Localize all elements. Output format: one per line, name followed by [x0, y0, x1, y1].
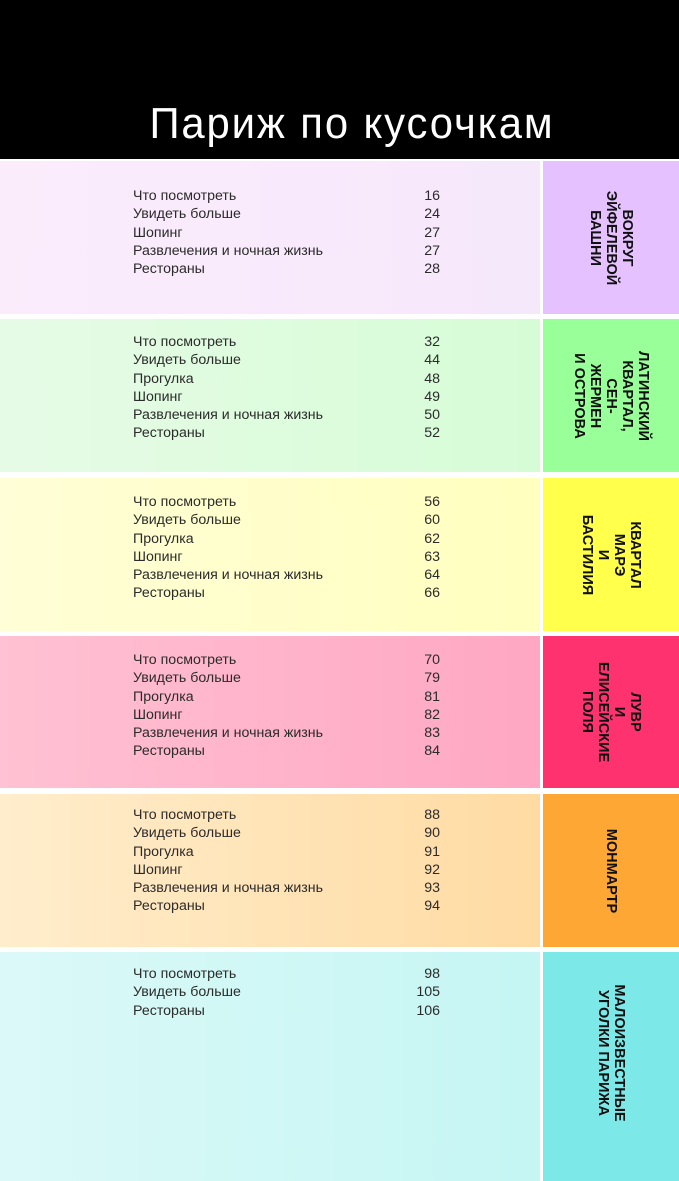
contents-row[interactable] — [133, 333, 443, 351]
contents-row-label: Что посмотреть — [133, 652, 237, 668]
contents-row-label: Что посмотреть — [133, 966, 237, 982]
contents-row-page: 60 — [424, 512, 440, 529]
section-tab-label: МОНМАРТР — [603, 828, 619, 913]
section-tab[interactable] — [543, 478, 679, 631]
contents-list — [133, 187, 443, 278]
contents-row-label: Увидеть больше — [133, 512, 241, 529]
section-body — [0, 478, 540, 631]
contents-row[interactable] — [133, 584, 443, 602]
section-tab-label: МАЛОИЗВЕСТНЫЕ УГОЛКИ ПАРИЖА — [595, 984, 627, 1122]
contents-row-label: Что посмотреть — [133, 188, 237, 204]
contents-row-page: 93 — [424, 880, 440, 897]
contents-row-page: 98 — [424, 966, 440, 982]
section-body — [0, 952, 540, 1181]
contents-row-label: Увидеть больше — [133, 670, 241, 687]
contents-row[interactable] — [133, 548, 443, 566]
contents-row[interactable] — [133, 260, 443, 278]
contents-row-label: Шопинг — [133, 388, 183, 405]
contents-list — [133, 965, 443, 1020]
contents-row-label: Рестораны — [133, 585, 205, 602]
contents-row-page: 50 — [424, 407, 440, 424]
contents-row-page: 32 — [424, 334, 440, 350]
contents-row-page: 49 — [424, 388, 440, 405]
contents-row[interactable] — [133, 388, 443, 406]
contents-row[interactable] — [133, 493, 443, 511]
section-tab-label: ВОКРУГ ЭЙФЕЛЕВОЙ БАШНИ — [587, 190, 635, 285]
section-louvre — [0, 636, 679, 788]
contents-row[interactable] — [133, 424, 443, 442]
section-tab-label: ЛАТИНСКИЙ КВАРТАЛ, СЕН-ЖЕРМЕН И ОСТРОВА — [571, 350, 651, 441]
contents-list — [133, 333, 443, 443]
contents-row-label: Что посмотреть — [133, 807, 237, 823]
section-tab-label: ЛУВР И ЕЛИСЕЙСКИЕ ПОЛЯ — [579, 661, 643, 763]
contents-row-label: Прогулка — [133, 843, 194, 860]
contents-row[interactable] — [133, 651, 443, 669]
contents-row[interactable] — [133, 370, 443, 388]
contents-row[interactable] — [133, 530, 443, 548]
contents-row[interactable] — [133, 566, 443, 584]
section-marais — [0, 478, 679, 631]
contents-row-page: 28 — [424, 261, 440, 278]
section-body — [0, 319, 540, 472]
contents-row[interactable] — [133, 724, 443, 742]
contents-row-page: 48 — [424, 370, 440, 387]
section-eiffel — [0, 161, 679, 314]
contents-row-page: 44 — [424, 352, 440, 369]
contents-row-page: 106 — [416, 1002, 440, 1019]
contents-row-label: Развлечения и ночная жизнь — [133, 725, 323, 742]
contents-row-page: 88 — [424, 807, 440, 823]
contents-row-label: Рестораны — [133, 1002, 205, 1019]
contents-row[interactable] — [133, 897, 443, 915]
contents-row-page: 64 — [424, 567, 440, 584]
contents-row[interactable] — [133, 742, 443, 760]
contents-row-label: Шопинг — [133, 706, 183, 723]
contents-row[interactable] — [133, 688, 443, 706]
contents-row[interactable] — [133, 983, 443, 1001]
contents-row-label: Развлечения и ночная жизнь — [133, 242, 323, 259]
contents-row-label: Развлечения и ночная жизнь — [133, 880, 323, 897]
contents-row-page: 70 — [424, 652, 440, 668]
contents-row-label: Рестораны — [133, 898, 205, 915]
contents-row[interactable] — [133, 806, 443, 824]
contents-row[interactable] — [133, 242, 443, 260]
section-body — [0, 636, 540, 788]
contents-row-label: Что посмотреть — [133, 494, 237, 510]
section-tab[interactable] — [543, 319, 679, 472]
section-montmartre — [0, 794, 679, 947]
contents-row-label: Прогулка — [133, 688, 194, 705]
contents-row-page: 52 — [424, 425, 440, 442]
contents-row[interactable] — [133, 669, 443, 687]
contents-row-page: 79 — [424, 670, 440, 687]
contents-row-page: 56 — [424, 494, 440, 510]
contents-row-page: 105 — [416, 984, 440, 1001]
contents-row-label: Рестораны — [133, 743, 205, 760]
contents-row[interactable] — [133, 843, 443, 861]
contents-row[interactable] — [133, 205, 443, 223]
contents-row-label: Развлечения и ночная жизнь — [133, 407, 323, 424]
contents-row-label: Рестораны — [133, 261, 205, 278]
contents-row-label: Шопинг — [133, 224, 183, 241]
contents-row-page: 27 — [424, 224, 440, 241]
contents-row-page: 92 — [424, 861, 440, 878]
contents-row-page: 91 — [424, 843, 440, 860]
contents-row[interactable] — [133, 187, 443, 205]
contents-row-label: Что посмотреть — [133, 334, 237, 350]
contents-row-label: Шопинг — [133, 548, 183, 565]
section-latin-quarter — [0, 319, 679, 472]
contents-row-page: 82 — [424, 706, 440, 723]
header — [0, 0, 679, 159]
contents-row-page: 63 — [424, 548, 440, 565]
contents-row-page: 16 — [424, 188, 440, 204]
contents-list — [133, 493, 443, 603]
contents-row[interactable] — [133, 511, 443, 529]
section-tab[interactable] — [543, 952, 679, 1181]
contents-row[interactable] — [133, 351, 443, 369]
contents-list — [133, 806, 443, 916]
contents-row[interactable] — [133, 706, 443, 724]
contents-row[interactable] — [133, 224, 443, 242]
contents-row[interactable] — [133, 965, 443, 983]
contents-row-label: Развлечения и ночная жизнь — [133, 567, 323, 584]
contents-row-label: Увидеть больше — [133, 825, 241, 842]
contents-row-label: Прогулка — [133, 530, 194, 547]
contents-row-label: Прогулка — [133, 370, 194, 387]
contents-row-label: Увидеть больше — [133, 206, 241, 223]
section-body — [0, 794, 540, 947]
contents-row-page: 83 — [424, 725, 440, 742]
contents-row-label: Шопинг — [133, 861, 183, 878]
contents-row-page: 84 — [424, 743, 440, 760]
contents-row[interactable] — [133, 879, 443, 897]
contents-list — [133, 651, 443, 761]
contents-row-page: 62 — [424, 530, 440, 547]
contents-row-label: Увидеть больше — [133, 352, 241, 369]
section-tab[interactable] — [543, 794, 679, 947]
contents-row[interactable] — [133, 1002, 443, 1020]
contents-row-page: 90 — [424, 825, 440, 842]
contents-row[interactable] — [133, 406, 443, 424]
contents-row[interactable] — [133, 861, 443, 879]
contents-row-page: 24 — [424, 206, 440, 223]
section-tab-label: КВАРТАЛ МАРЭ И БАСТИЛИЯ — [579, 514, 643, 595]
contents-row-page: 81 — [424, 688, 440, 705]
section-tab[interactable] — [543, 161, 679, 314]
page-title: Париж по кусочкам — [149, 99, 555, 148]
section-tab[interactable] — [543, 636, 679, 788]
contents-row-page: 66 — [424, 585, 440, 602]
section-body — [0, 161, 540, 314]
contents-row-label: Увидеть больше — [133, 984, 241, 1001]
section-hidden-corners — [0, 952, 679, 1181]
contents-row-page: 94 — [424, 898, 440, 915]
contents-row-label: Рестораны — [133, 425, 205, 442]
contents-row-page: 27 — [424, 242, 440, 259]
contents-row[interactable] — [133, 824, 443, 842]
